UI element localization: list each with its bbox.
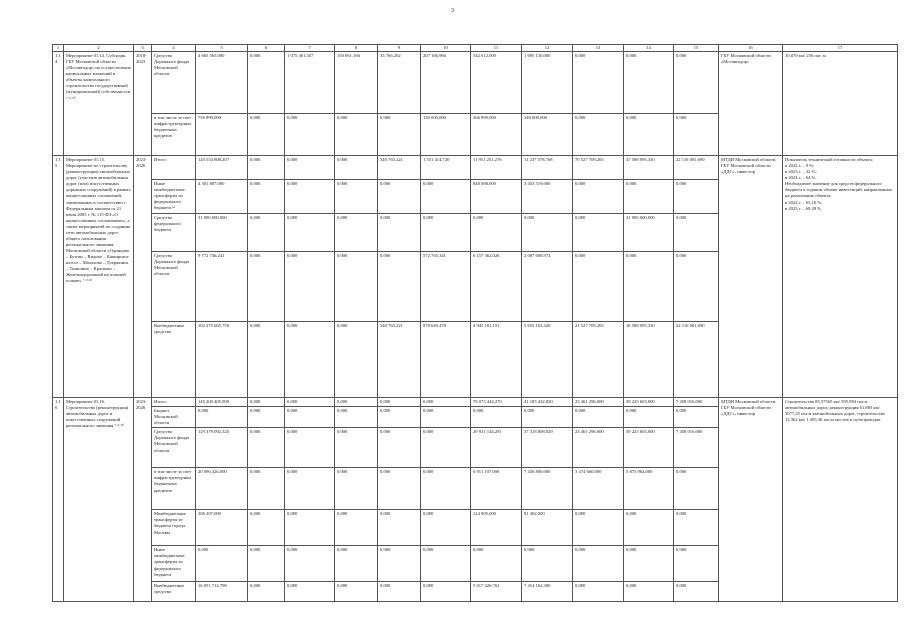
measure-result: Показатель технической готовности объекта: в 2022 г. – 9 %; в 2023 г. – 32 %; в 2024 г. – 64 %. Необходимое значение для средств федерального бюджета в годовом объеме инвестиций, направленных на реализацию объекта: в 2022 г. – 63,16 %; в 2023 г. – 69,28 % [783,156,898,398]
measure-result: Строительство 85,57565 км/ 595,984 пог.м автомобильных дорог, реконструкция 61,883 км/ 5077,25 пог.м автомобильных дорог, строительство 13,362 км/ 1 495,36 пог.м мостов и путепроводов [783,398,898,602]
amount-cell: 0,000 [248,252,285,322]
funding-source: Средства федерального бюджета [152,214,196,252]
amount-cell: 150 061,166 [335,52,378,114]
amount-cell: 0,000 [674,582,719,602]
amount-cell: 102 275 605,759 [196,322,248,398]
amount-cell: 0,000 [335,510,378,546]
measure-period: 2023-2026 [134,398,152,602]
amount-cell: 0,000 [285,407,335,428]
column-number: 7 [285,45,335,52]
amount-cell: 0,000 [335,322,378,398]
amount-cell: 0,000 [285,582,335,602]
page-number: 3 [451,8,454,14]
funding-source: Средства Дорожного фонда Московской области [152,252,196,322]
amount-cell: 0,000 [421,546,471,582]
amount-cell: 0,000 [378,546,421,582]
amount-cell: 7 414 162,300 [522,582,573,602]
budget-table [52,44,898,602]
column-number: 8 [335,45,378,52]
amount-cell: 3 453 519,000 [522,180,573,214]
amount-cell: 0,000 [471,407,522,428]
amount-cell: 0,000 [335,468,378,510]
amount-cell: 21 527 709,265 [573,322,624,398]
amount-cell: 3 474 660,000 [573,468,624,510]
amount-cell: 0,000 [421,180,471,214]
amount-cell: 0,000 [573,252,624,322]
measure-number: 1.16 [53,398,64,602]
amount-cell: 206 207,000 [196,510,248,546]
amount-cell: 0,000 [421,214,471,252]
amount-cell: 540 765,221 [378,156,421,180]
amount-cell: 0,000 [674,52,719,114]
amount-cell: 0,000 [378,398,421,407]
amount-cell: 0,000 [378,468,421,510]
amount-cell: 124 905,000 [471,510,522,546]
amount-cell: 0,000 [248,114,285,156]
amount-cell: 0,000 [421,510,471,546]
amount-cell: 0,000 [674,114,719,156]
amount-cell: 0,000 [285,428,335,468]
funding-source: Внебюджетные средства [152,322,196,398]
amount-cell: 7 458 016,000 [674,398,719,407]
amount-cell: 0,000 [573,582,624,602]
funding-source: Средства Дорожного фонда Московской области [152,428,196,468]
amount-cell: 0,000 [573,114,624,156]
amount-cell: 0,000 [335,428,378,468]
amount-cell: 150 000,000 [421,114,471,156]
amount-cell: 0,000 [285,156,335,180]
amount-cell: 0,000 [421,468,471,510]
amount-cell: 0,000 [624,510,674,546]
column-number: 16 [719,45,783,52]
measure-name: Мероприятие 01.15. Мероприятие по строительству (реконструкции) автомобильных дорог (участков автомобильных дорог (или) искусственных дорожных сооружений) в рамках концессионных соглашений, заключенных в соответствии с Федеральным законом от 21 июля 2005 г. № 115-ФЗ «О концессионных соглашениях», а также мероприятий по созданию сети автомобильных дорог общего пользования регионального значения Московской области «Одинцово – Бутово – Видное – Каширское шоссе – Малахово – Дзержинск – Томилино – Красково – Железнодорожный на платной основе» ⁷·⁹·¹⁰ [64,156,134,398]
funding-source: Иные межбюджетные трансферты из федерального бюджета ¹² [152,180,196,214]
amount-cell: 0,000 [624,252,674,322]
amount-cell: 9 772 746,241 [196,252,248,322]
amount-cell: 0,000 [624,180,674,214]
amount-cell: 0,000 [335,546,378,582]
amount-cell: 0,000 [378,252,421,322]
amount-cell: 0,000 [674,510,719,546]
measure-number: 1.14 [53,52,64,156]
amount-cell: 0,000 [674,252,719,322]
amount-cell: 5 655 163,320 [522,322,573,398]
amount-cell: 23 461 296,000 [573,428,624,468]
amount-cell: 0,000 [285,214,335,252]
amount-cell: 572 765,341 [421,252,471,322]
amount-cell: 31 000 000,000 [624,214,674,252]
amount-cell: 0,000 [248,510,285,546]
amount-cell: 4 301 887,000 [196,180,248,214]
amount-cell: 70 527 709,265 [573,156,624,180]
amount-cell: 0,000 [624,546,674,582]
column-number: 15 [674,45,719,52]
amount-cell: 0,000 [335,156,378,180]
column-number: 13 [573,45,624,52]
amount-cell: 0,000 [674,407,719,428]
header-row [53,45,898,52]
amount-cell: 0,000 [285,398,335,407]
funding-source: Внебюджетные средства [152,582,196,602]
amount-cell: 3 873 964,000 [624,468,674,510]
amount-cell: 0,000 [248,468,285,510]
amount-cell: 1 551 414,720 [421,156,471,180]
amount-cell: 0,000 [624,52,674,114]
measure-period: 2018-2023 [134,52,152,156]
amount-cell: 11 237 578,768 [522,156,573,180]
amount-cell: 978 649,478 [421,322,471,398]
amount-cell: 31 000 000,000 [196,214,248,252]
amount-cell: 129 379 092,320 [196,428,248,468]
amount-cell: 0,000 [624,407,674,428]
responsible-executor: ГБУ Московской области «Мосавтодор» [719,52,783,156]
amount-cell: 7 458 016,000 [674,428,719,468]
amount-cell: 207 166,966 [421,52,471,114]
amount-cell: 0,000 [378,428,421,468]
amount-cell: 0,000 [471,214,522,252]
amount-cell: 7 436 800,000 [522,468,573,510]
amount-cell: 70 073 444,270 [471,398,522,407]
amount-cell: 0,000 [248,398,285,407]
amount-cell: 0,000 [248,52,285,114]
amount-cell: 0,000 [285,510,335,546]
funding-source: в том числе за счет инфраструктурных бюджетных кредитов [152,114,196,156]
amount-cell: 0,000 [573,407,624,428]
amount-cell: 0,000 [421,428,471,468]
amount-cell: 0,000 [285,252,335,322]
amount-cell: 5 017 326,763 [471,582,522,602]
amount-cell: 0,000 [421,407,471,428]
amount-cell: 0,000 [285,114,335,156]
amount-cell: 1 695 130,000 [522,52,573,114]
amount-cell: 0,000 [285,468,335,510]
column-number: 1 [53,45,64,52]
column-number: 10 [421,45,471,52]
column-number: 4 [152,45,196,52]
amount-cell: 35 766,202 [378,52,421,114]
amount-cell: 0,000 [248,322,285,398]
amount-cell: 0,000 [248,428,285,468]
funding-source: Бюджет Московской области [152,407,196,428]
amount-cell: 16 588 095,330 [624,322,674,398]
amount-cell: 0,000 [335,582,378,602]
amount-cell: 0,000 [248,180,285,214]
column-number: 11 [471,45,522,52]
amount-cell: 39 225 603,000 [624,398,674,407]
amount-cell: 0,000 [285,322,335,398]
funding-source: в том числе за счет инфраструктурных бюджетных кредитов [152,468,196,510]
amount-cell: 22 116 081,690 [674,322,719,398]
amount-cell: 0,000 [674,214,719,252]
amount-cell: 0,000 [335,407,378,428]
amount-cell: 0,000 [248,546,285,582]
amount-cell: 41 185 432,820 [522,398,573,407]
amount-cell: 0,000 [522,214,573,252]
amount-cell: 11 951 251,276 [471,156,522,180]
amount-cell: 0,000 [335,114,378,156]
measure-name: Мероприятие 01.14. Субсидия ГБУ Московской области «Мосавтодор» на осуществление капитальных вложений в объекты капитального строительства государственной (муниципальной) собственности ⁷·⁹·¹⁰ [64,52,134,156]
amount-cell: 37 318 808,829 [522,428,573,468]
amount-cell: 756 899,000 [196,114,248,156]
column-number: 2 [64,45,134,52]
amount-cell: 47 588 095,330 [624,156,674,180]
amount-cell: 0,000 [624,582,674,602]
amount-cell: 1 075 461,357 [285,52,335,114]
amount-cell: 16 051 712,798 [196,582,248,602]
amount-cell: 0,000 [573,180,624,214]
amount-cell: 0,000 [378,582,421,602]
amount-cell: 0,000 [378,214,421,252]
amount-cell: 0,000 [674,546,719,582]
amount-cell: 29 931 144,291 [471,428,522,468]
column-number: 12 [522,45,573,52]
amount-cell: 0,000 [573,214,624,252]
amount-cell: 6 157 362,026 [471,252,522,322]
amount-cell: 0,000 [335,214,378,252]
amount-cell: 20 096 426,000 [196,468,248,510]
amount-cell: 340 000,000 [522,114,573,156]
measure-name: Мероприятие 01.16. Строительство (реконструкция) автомобильных дорог и искусственных сооружений регионального значения ⁷·⁹·¹⁰ [64,398,134,602]
funding-source: Иные межбюджетные трансферты из федерального бюджета [152,546,196,582]
amount-cell: 0,000 [248,582,285,602]
column-number: 9 [378,45,421,52]
measure-period: 2023-2026 [134,156,152,398]
amount-cell: 23 461 296,000 [573,398,624,407]
funding-source: Итого: [152,156,196,180]
amount-cell: 0,000 [196,407,248,428]
amount-cell: 0,000 [421,582,471,602]
table-row [53,156,898,180]
amount-cell: 0,000 [285,180,335,214]
amount-cell: 0,000 [624,114,674,156]
amount-cell: 0,000 [421,398,471,407]
column-number: 6 [248,45,285,52]
amount-cell: 0,000 [471,546,522,582]
amount-cell: 4 665 565,000 [196,52,248,114]
amount-cell: 540 765,221 [378,322,421,398]
column-number: 5 [196,45,248,52]
responsible-executor: МТДИ Московской области, ГБУ Московской области «ДДС», инвестор [719,156,783,398]
amount-cell: 848 088,000 [471,180,522,214]
amount-cell: 0,000 [573,510,624,546]
amount-cell: 120 554 808,207 [196,156,248,180]
amount-cell: 0,000 [378,407,421,428]
amount-cell: 266 899,000 [471,114,522,156]
column-number: 14 [624,45,674,52]
amount-cell: 0,000 [378,114,421,156]
amount-cell: 0,000 [573,52,624,114]
amount-cell: 0,000 [378,510,421,546]
table-row [53,398,898,407]
amount-cell: 22 116 081,690 [674,156,719,180]
amount-cell: 145 200 405,900 [196,398,248,407]
amount-cell: 0,000 [674,180,719,214]
amount-cell: 0,000 [378,180,421,214]
amount-cell: 0,000 [335,252,378,322]
amount-cell: 39 225 603,000 [624,428,674,468]
funding-source: Средства Дорожного фонда Московской области [152,52,196,114]
amount-cell: 6 911 107,000 [471,468,522,510]
amount-cell: 542 612,000 [471,52,522,114]
amount-cell: 0,000 [335,398,378,407]
table-row [53,52,898,114]
column-number: 3 [134,45,152,52]
amount-cell: 0,000 [248,407,285,428]
funding-source: Межбюджетные трансферты из бюджета города Москвы [152,510,196,546]
amount-cell: 0,000 [522,546,573,582]
amount-cell: 0,000 [573,546,624,582]
amount-cell: 0,000 [248,156,285,180]
measure-number: 1.15 [53,156,64,398]
amount-cell: 81 302,000 [522,510,573,546]
amount-cell: 0,000 [285,546,335,582]
amount-cell: 4 945 181,151 [471,322,522,398]
responsible-executor: МТДИ Московской области, ГБУ Московской области «ДДС», инвестор [719,398,783,602]
amount-cell: 2 087 608,974 [522,252,573,322]
amount-cell: 0,000 [248,214,285,252]
amount-cell: 0,000 [674,468,719,510]
measure-result: 10,070 км/ 256 пог. м [783,52,898,156]
column-number: 17 [783,45,898,52]
amount-cell: 0,000 [522,407,573,428]
funding-source: Итого: [152,398,196,407]
amount-cell: 0,000 [335,180,378,214]
amount-cell: 0,000 [196,546,248,582]
